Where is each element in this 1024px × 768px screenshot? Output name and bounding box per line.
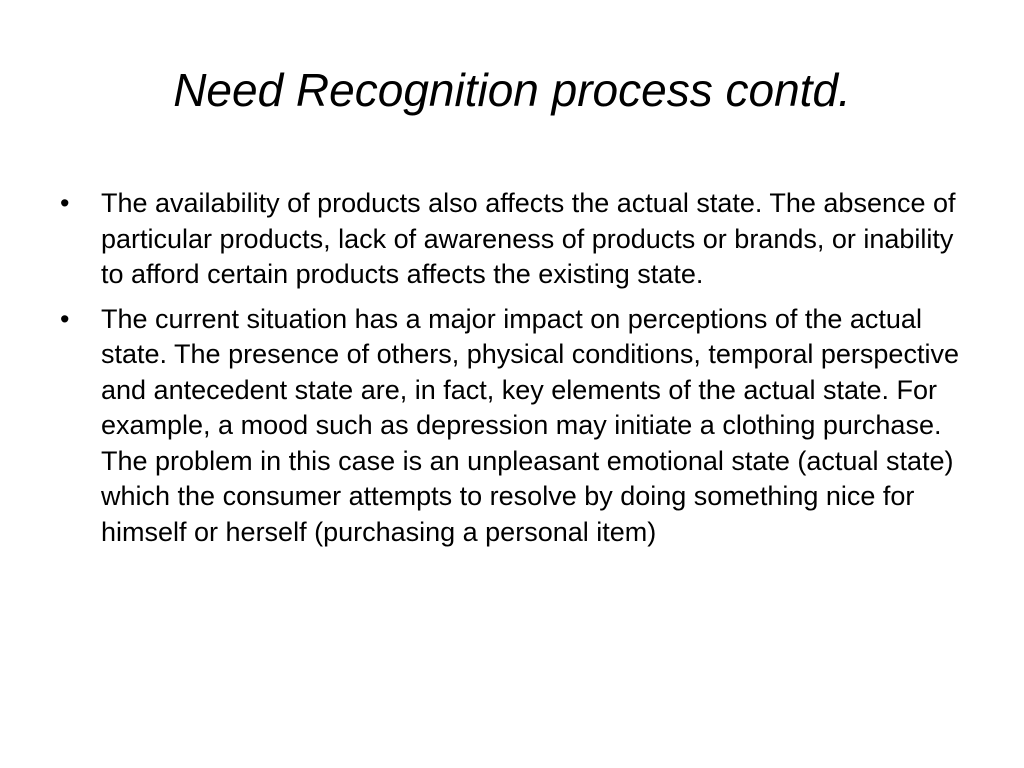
bullet-text: The availability of products also affects the actual state. The absence of particular products, lack of awareness of products or brands, or inability to afford certain products affects the existing state. (101, 188, 956, 289)
bullet-text: The current situation has a major impact on perceptions of the actual state. The presence of others, physical conditions, temporal perspective and antecedent state are, in fact, key elements of the actual state. For example, a mood such as depression may initiate a clothing purchase. The problem in this case is an unpleasant emotional state (actual state) which the consumer attempts to resolve by doing something nice for himself or herself (purchasing a personal item) (101, 303, 959, 547)
bullet-item (60, 302, 960, 551)
bullet-item (60, 186, 960, 293)
bullet-list (60, 186, 960, 559)
bullet-marker: • (60, 303, 70, 334)
bullet-marker: • (60, 188, 70, 218)
slide-title: Need Recognition process contd. (173, 64, 851, 116)
